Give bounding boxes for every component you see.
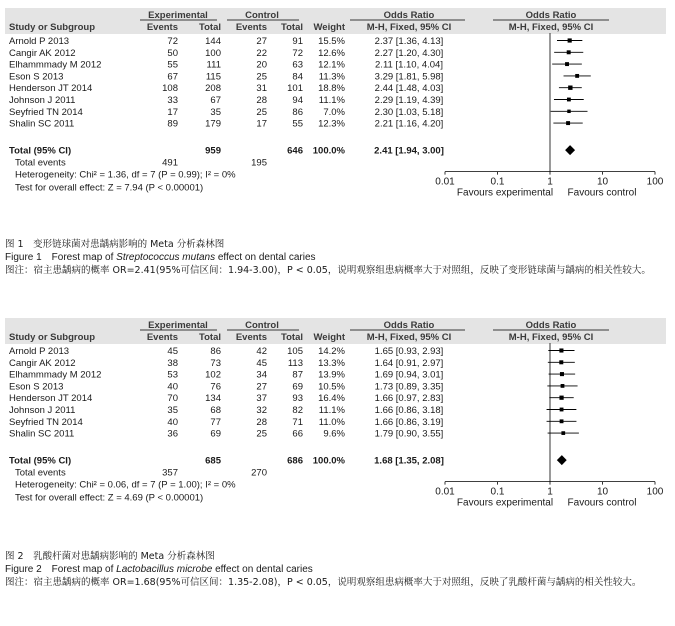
- fp1-exp-total: 179: [205, 118, 221, 130]
- fp1-point-estimate-square: [566, 121, 570, 125]
- fp1-ctl-total: 86: [292, 106, 303, 118]
- fp2-study-name: Henderson JT 2014: [9, 393, 93, 405]
- fp1-total-label: Total (95% CI): [9, 145, 72, 157]
- fp2-ci-text: 1.65 [0.93, 2.93]: [374, 346, 444, 357]
- fp2-x-tick-label: 0.1: [490, 486, 505, 498]
- fp2-exp-total: 76: [210, 381, 221, 393]
- fp2-overall-effect: Test for overall effect: Z = 4.69 (P < 0.00001): [15, 492, 204, 504]
- fp1-weight: 11.1%: [318, 95, 345, 106]
- fp2-weight: 9.6%: [323, 428, 345, 440]
- fp1-point-estimate-square: [567, 98, 571, 102]
- fp2-ctl-total: 66: [292, 428, 303, 440]
- fp1-header-exp-events: Events: [146, 22, 178, 33]
- fp1-exp-events: 67: [167, 71, 178, 83]
- fp2-header-exp-total: Total: [199, 332, 221, 343]
- fp1-header-ctl-total: Total: [281, 22, 303, 33]
- fp2-header-control: Control: [245, 320, 279, 331]
- fp2-ctl-events: 28: [256, 416, 267, 428]
- fp1-exp-total: 111: [206, 59, 221, 71]
- figure-1-title-en-species: Streptococcus mutans: [116, 252, 216, 263]
- fp2-point-estimate-square: [560, 419, 564, 423]
- fp2-study-name: Shalin SC 2011: [9, 428, 75, 440]
- fp2-x-tick-label: 1: [547, 486, 553, 498]
- fp2-favours-left: Favours experimental: [456, 497, 554, 509]
- fp2-ctl-total: 113: [287, 357, 303, 369]
- fp1-ctl-events: 25: [256, 71, 267, 83]
- fp2-ctl-events: 45: [256, 357, 267, 369]
- fp2-heterogeneity: Heterogeneity: Chi² = 0.06, df = 7 (P = 1.00); I² = 0%: [15, 479, 236, 491]
- fp1-total-exp: 959: [205, 145, 221, 157]
- fp1-ctl-events: 22: [256, 47, 267, 59]
- figure-2-title-zh: 图 2 乳酸杆菌对患龋病影响的 Meta 分析森林图: [5, 551, 215, 562]
- fp2-total-weight: 100.0%: [312, 455, 345, 467]
- fp2-header-odds-ratio: Odds Ratio: [383, 320, 435, 331]
- fp2-pooled-diamond: [557, 455, 567, 465]
- fp2-study-name: Cangir AK 2012: [9, 357, 76, 369]
- fp2-total-ctl: 686: [287, 455, 303, 467]
- fp2-header-weight: Weight: [313, 332, 345, 343]
- figure-2-title-en-suffix: effect on dental caries: [212, 564, 313, 575]
- fp2-ci-text: 1.66 [0.97, 2.83]: [374, 393, 444, 405]
- fp2-ctl-total: 69: [292, 381, 303, 393]
- fp2-total-events-label: Total events: [15, 467, 66, 479]
- forest-plot-1-svg: [5, 6, 666, 233]
- fp1-total-events-ctl: 195: [251, 157, 267, 169]
- fp1-ctl-total: 84: [292, 71, 303, 83]
- fp1-ctl-events: 27: [256, 36, 267, 47]
- fp2-weight: 11.0%: [318, 416, 345, 428]
- fp1-total-events-label: Total events: [15, 157, 66, 169]
- fp2-exp-total: 68: [210, 405, 221, 416]
- fp2-ctl-total: 87: [292, 369, 303, 381]
- fp1-header-ci-plot: M-H, Fixed, 95% CI: [508, 22, 594, 33]
- fp2-point-estimate-square: [559, 396, 563, 400]
- fp2-total-ci: 1.68 [1.35, 2.08]: [374, 455, 444, 467]
- fp2-ctl-events: 27: [256, 381, 267, 393]
- fp1-total-weight: 100.0%: [312, 145, 345, 157]
- fp2-header-exp-events: Events: [146, 332, 178, 343]
- fp1-exp-events: 55: [167, 59, 178, 71]
- fp1-ci-text: 2.30 [1.03, 5.18]: [374, 106, 444, 118]
- fp1-exp-total: 67: [210, 95, 221, 106]
- fp2-weight: 10.5%: [318, 381, 345, 393]
- fp2-exp-events: 35: [167, 405, 178, 416]
- fp2-ctl-events: 42: [256, 346, 267, 357]
- fp2-ci-text: 1.79 [0.90, 3.55]: [374, 428, 444, 440]
- fp1-favours-right: Favours control: [567, 187, 637, 199]
- fp1-ctl-total: 94: [292, 95, 303, 106]
- fp2-ctl-events: 25: [256, 428, 267, 440]
- fp2-ctl-events: 32: [256, 405, 267, 416]
- fp2-ci-text: 1.66 [0.86, 3.19]: [374, 416, 444, 428]
- figure-1-title-zh: 图 1 变形链球菌对患龋病影响的 Meta 分析森林图: [5, 239, 225, 250]
- fp1-ci-text: 2.37 [1.36, 4.13]: [374, 36, 444, 47]
- fp1-weight: 18.8%: [318, 83, 345, 95]
- fp1-x-tick-label: 0.01: [435, 176, 455, 188]
- fp1-ctl-events: 31: [256, 83, 267, 95]
- figure-1-title-en-suffix: effect on dental caries: [215, 252, 316, 263]
- fp2-header-odds-ratio-plot: Odds Ratio: [525, 320, 577, 331]
- figure-1-title-en-prefix: Figure 1 Forest map of: [5, 252, 117, 263]
- fp1-point-estimate-square: [568, 38, 572, 42]
- figure-2-title-en: [5, 563, 670, 576]
- fp1-ci-text: 2.11 [1.10, 4.04]: [375, 59, 443, 71]
- fp1-study-name: Elhammmady M 2012: [9, 59, 102, 71]
- fp1-weight: 11.3%: [318, 71, 345, 83]
- fp2-exp-total: 77: [210, 416, 221, 428]
- fp2-exp-events: 45: [167, 346, 178, 357]
- fp1-header-ctl-events: Events: [235, 22, 267, 33]
- figure-1-note: 图注：宿主患龋病的概率 OR=2.41(95%可信区间：1.94-3.00)，P < 0.05，说明观察组患病概率大于对照组，反映了变形链球菌与龋病的相关性较大。: [5, 265, 651, 276]
- figure-1-title-en: [5, 251, 670, 264]
- fp2-ci-text: 1.73 [0.89, 3.35]: [374, 381, 444, 393]
- fp2-exp-total: 73: [210, 357, 221, 369]
- fp1-ci-text: 3.29 [1.81, 5.98]: [374, 71, 444, 83]
- fp1-study-name: Seyfried TN 2014: [9, 106, 83, 118]
- fp2-exp-events: 53: [167, 369, 178, 381]
- fp1-exp-events: 50: [167, 47, 178, 59]
- fp2-study-name: Elhammmady M 2012: [9, 369, 102, 381]
- fp2-point-estimate-square: [561, 384, 565, 388]
- fp1-study-name: Eson S 2013: [9, 71, 64, 83]
- fp1-point-estimate-square: [565, 62, 569, 66]
- fp2-ctl-total: 93: [292, 393, 303, 405]
- fp1-x-tick-label: 100: [646, 176, 664, 188]
- fp1-ci-text: 2.27 [1.20, 4.30]: [374, 47, 444, 59]
- fp2-ctl-total: 71: [292, 416, 303, 428]
- fp2-study-name: Eson S 2013: [9, 381, 64, 393]
- fp1-weight: 15.5%: [318, 36, 345, 47]
- fp1-total-ctl: 646: [287, 145, 303, 157]
- fp2-ctl-events: 34: [256, 369, 267, 381]
- forest-plot-2-svg: [5, 316, 666, 546]
- fp2-weight: 11.1%: [318, 405, 345, 416]
- fp1-study-name: Henderson JT 2014: [9, 83, 93, 95]
- fp1-ci-text: 2.29 [1.19, 4.39]: [374, 95, 444, 106]
- fp2-x-tick-label: 0.01: [435, 486, 455, 498]
- fp1-exp-total: 100: [205, 47, 221, 59]
- fp1-ctl-events: 25: [256, 106, 267, 118]
- fp1-header-study: Study or Subgroup: [9, 22, 96, 33]
- fp2-ctl-events: 37: [256, 393, 267, 405]
- fp2-exp-events: 36: [167, 428, 178, 440]
- fp2-weight: 14.2%: [318, 346, 345, 357]
- fp1-heterogeneity: Heterogeneity: Chi² = 1.36, df = 7 (P = 0.99); I² = 0%: [15, 169, 236, 181]
- figure-2-title-en-prefix: Figure 2 Forest map of: [5, 564, 117, 575]
- fp2-ctl-total: 82: [292, 405, 303, 416]
- fp2-point-estimate-square: [560, 372, 564, 376]
- fp2-header-study: Study or Subgroup: [9, 332, 96, 343]
- fp1-ctl-total: 91: [292, 36, 303, 47]
- fp2-total-events-ctl: 270: [251, 467, 267, 479]
- fp2-study-name: Johnson J 2011: [9, 405, 76, 416]
- fp2-total-exp: 685: [205, 455, 221, 467]
- figure-2-note: 图注：宿主患龋病的概率 OR=1.68(95%可信区间：1.35-2.08)，P < 0.05，说明观察组患病概率大于对照组，反映了乳酸杆菌与龋病的相关性较大。: [5, 577, 642, 588]
- fp1-header-exp-total: Total: [199, 22, 221, 33]
- fp1-ci-text: 2.21 [1.16, 4.20]: [374, 118, 444, 130]
- fp2-point-estimate-square: [561, 431, 565, 435]
- fp2-exp-total: 69: [210, 428, 221, 440]
- fp2-header-ci-plot: M-H, Fixed, 95% CI: [508, 332, 594, 343]
- fp1-header-odds-ratio: Odds Ratio: [383, 10, 435, 21]
- fp1-exp-events: 33: [167, 95, 178, 106]
- fp1-x-tick-label: 10: [596, 176, 609, 188]
- fp1-exp-events: 72: [167, 36, 178, 47]
- fp2-header-ctl-events: Events: [235, 332, 267, 343]
- fp1-ctl-total: 72: [292, 47, 303, 59]
- fp2-weight: 16.4%: [318, 393, 345, 405]
- fp2-total-label: Total (95% CI): [9, 455, 72, 467]
- fp2-ci-text: 1.66 [0.86, 3.18]: [374, 405, 444, 416]
- fp2-exp-events: 40: [167, 416, 178, 428]
- fp1-pooled-diamond: [565, 145, 575, 155]
- fp1-exp-total: 208: [205, 83, 221, 95]
- fp1-study-name: Johnson J 2011: [9, 95, 76, 106]
- fp1-ctl-total: 63: [292, 59, 303, 71]
- fp2-exp-total: 102: [205, 369, 221, 381]
- figure-2-title-en-species: Lactobacillus microbe: [116, 564, 213, 575]
- fp1-exp-total: 144: [205, 36, 221, 47]
- forest-plot-1: [5, 6, 666, 233]
- fp1-weight: 12.3%: [318, 118, 345, 130]
- fp2-ci-text: 1.64 [0.91, 2.97]: [374, 357, 444, 369]
- fp1-header-odds-ratio-plot: Odds Ratio: [525, 10, 577, 21]
- fp1-study-name: Shalin SC 2011: [9, 118, 75, 130]
- fp1-ctl-total: 55: [292, 118, 303, 130]
- fp1-weight: 12.1%: [318, 59, 345, 71]
- fp2-ci-text: 1.69 [0.94, 3.01]: [374, 369, 444, 381]
- fp2-study-name: Arnold P 2013: [9, 346, 70, 357]
- fp1-header-control: Control: [245, 10, 279, 21]
- fp1-point-estimate-square: [567, 50, 571, 54]
- fp2-weight: 13.3%: [318, 357, 345, 369]
- fp2-exp-total: 134: [205, 393, 221, 405]
- fp1-favours-left: Favours experimental: [456, 187, 554, 199]
- fp2-point-estimate-square: [559, 360, 563, 364]
- fp2-header-ctl-total: Total: [281, 332, 303, 343]
- fp2-exp-events: 70: [167, 393, 178, 405]
- fp2-x-tick-label: 100: [646, 486, 664, 498]
- fp2-weight: 13.9%: [318, 369, 345, 381]
- fp1-ctl-events: 17: [256, 118, 267, 130]
- fp1-header-weight: Weight: [313, 22, 345, 33]
- fp1-study-name: Arnold P 2013: [9, 36, 70, 47]
- fp2-exp-events: 40: [167, 381, 178, 393]
- figure-2-caption: [5, 550, 670, 589]
- fp1-study-name: Cangir AK 2012: [9, 47, 76, 59]
- fp1-overall-effect: Test for overall effect: Z = 7.94 (P < 0.00001): [15, 182, 204, 194]
- fp1-header-ci: M-H, Fixed, 95% CI: [366, 22, 452, 33]
- fp1-ctl-total: 101: [287, 83, 303, 95]
- fp1-header-experimental: Experimental: [148, 10, 208, 21]
- fp1-weight: 12.6%: [318, 47, 345, 59]
- fp1-point-estimate-square: [567, 110, 570, 113]
- fp2-header-ci: M-H, Fixed, 95% CI: [366, 332, 452, 343]
- fp2-point-estimate-square: [559, 348, 563, 352]
- fp2-exp-events: 38: [167, 357, 178, 369]
- fp1-x-tick-label: 1: [547, 176, 553, 188]
- fp2-favours-right: Favours control: [567, 497, 637, 509]
- fp1-ctl-events: 28: [256, 95, 267, 106]
- fp2-x-tick-label: 10: [596, 486, 609, 498]
- fp1-total-ci: 2.41 [1.94, 3.00]: [374, 145, 444, 157]
- fp2-header-experimental: Experimental: [148, 320, 208, 331]
- fp1-weight: 7.0%: [323, 106, 345, 118]
- fp2-total-events-exp: 357: [162, 467, 178, 479]
- fp1-exp-total: 115: [205, 71, 221, 83]
- fp1-exp-events: 108: [162, 83, 178, 95]
- fp1-ctl-events: 20: [256, 59, 267, 71]
- fp1-ci-text: 2.44 [1.48, 4.03]: [374, 83, 444, 95]
- fp2-exp-total: 86: [210, 346, 221, 357]
- fp2-study-name: Seyfried TN 2014: [9, 416, 83, 428]
- fp1-point-estimate-square: [568, 86, 572, 90]
- forest-plot-2: [5, 316, 666, 546]
- fp1-exp-events: 89: [167, 118, 178, 130]
- fp1-x-tick-label: 0.1: [490, 176, 505, 188]
- fp1-exp-events: 17: [167, 106, 178, 118]
- fp2-ctl-total: 105: [287, 346, 303, 357]
- fp1-total-events-exp: 491: [162, 157, 178, 169]
- fp2-point-estimate-square: [560, 408, 564, 412]
- fp1-point-estimate-square: [575, 74, 579, 78]
- figure-1-caption: [5, 238, 670, 277]
- fp1-exp-total: 35: [210, 106, 221, 118]
